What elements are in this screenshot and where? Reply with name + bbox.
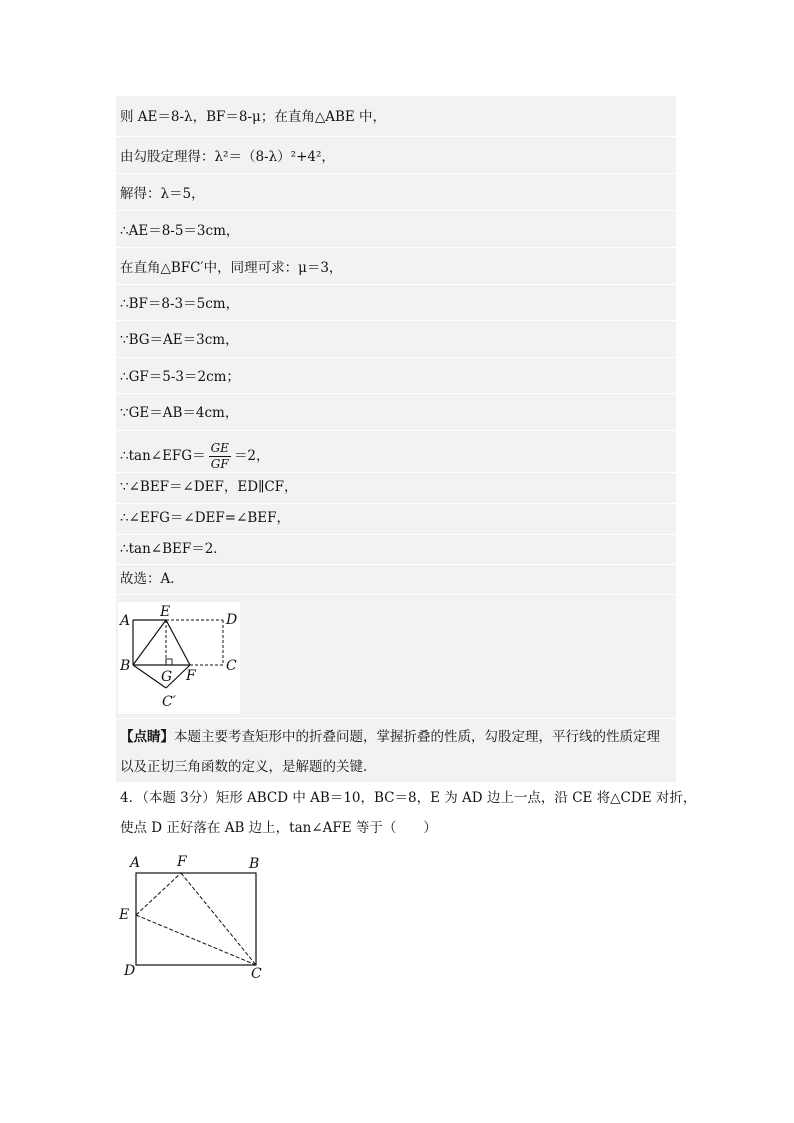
question-line: 使点 D 正好落在 AB 边上，tan∠AFE 等于（ ） [120,820,437,836]
label-D: D [226,612,238,628]
solution-line: 故选：A． [120,571,184,587]
divider [116,594,676,595]
comment-text: 本题主要考查矩形中的折叠问题，掌握折叠的性质，勾股定理，平行线的性质定理 [174,729,660,745]
divider [116,718,676,719]
question-line: 4．（本题 3分）矩形 ABCD 中 AB＝10，BC＝8，E 为 AD 边上一点，沿 CE 将△CDE 对折， [120,790,697,806]
divider [116,393,676,394]
solution-line: ∴∠EFG＝∠DEF=∠BEF， [120,510,291,526]
solution-line: 在直角△BFC′中，同理可求：μ＝3， [120,260,343,276]
divider [116,136,676,137]
label-A: A [120,613,131,629]
dashed-FC [181,873,256,965]
divider [116,430,676,431]
tan-prefix: ∴tan∠EFG＝ [120,448,206,464]
solution-line: ∵∠BEF＝∠DEF，ED∥CF， [120,479,298,495]
label-E: E [160,604,171,620]
solution-line: 解得：λ＝5， [120,186,205,202]
fraction-denominator: GF [210,457,229,471]
solution-line: ∵BG＝AE＝3cm， [120,332,239,348]
rectangle-figure [114,852,274,984]
divider [116,472,676,473]
label-B: B [120,658,131,674]
label-A: A [130,855,141,871]
divider [116,173,676,174]
solution-line: 则 AE＝8-λ，BF＝8-μ；在直角△ABE 中， [120,109,387,125]
rectangle-ABCD [136,873,256,965]
dashed-EF [136,873,181,915]
tan-suffix: ＝2， [233,448,270,464]
tan-equation [120,440,270,472]
fold-figure [118,602,240,714]
divider [116,210,676,211]
comment-tag: 【点睛】 [120,729,174,745]
divider [116,534,676,535]
fraction [209,441,231,472]
divider [116,247,676,248]
fraction-numerator: GE [210,441,229,455]
divider [116,357,676,358]
divider [116,320,676,321]
dashed-EC [136,915,256,965]
divider [116,284,676,285]
label-C: C [226,658,237,674]
comment-line [120,727,660,747]
solution-line: ∴GF＝5-3＝2cm； [120,369,240,385]
label-F: F [186,668,196,684]
comment-line: 以及正切三角函数的定义，是解题的关键． [120,759,377,775]
solution-line: ∴AE＝8-5＝3cm， [120,223,240,239]
solution-line: 由勾股定理得：λ²＝（8-λ）²+4²， [120,149,335,165]
divider [116,503,676,504]
figure-background [118,602,240,714]
divider [116,564,676,565]
label-D: D [124,963,136,979]
label-C-prime: C′ [162,694,176,710]
solution-line: ∵GE＝AB＝4cm， [120,405,239,421]
label-F: F [177,854,187,870]
label-C: C [251,966,262,982]
label-E: E [119,907,130,923]
label-G: G [161,669,173,685]
solution-line: ∴BF＝8-3＝5cm， [120,296,240,312]
label-B: B [249,856,260,872]
solution-line: ∴tan∠BEF＝2． [120,541,227,557]
